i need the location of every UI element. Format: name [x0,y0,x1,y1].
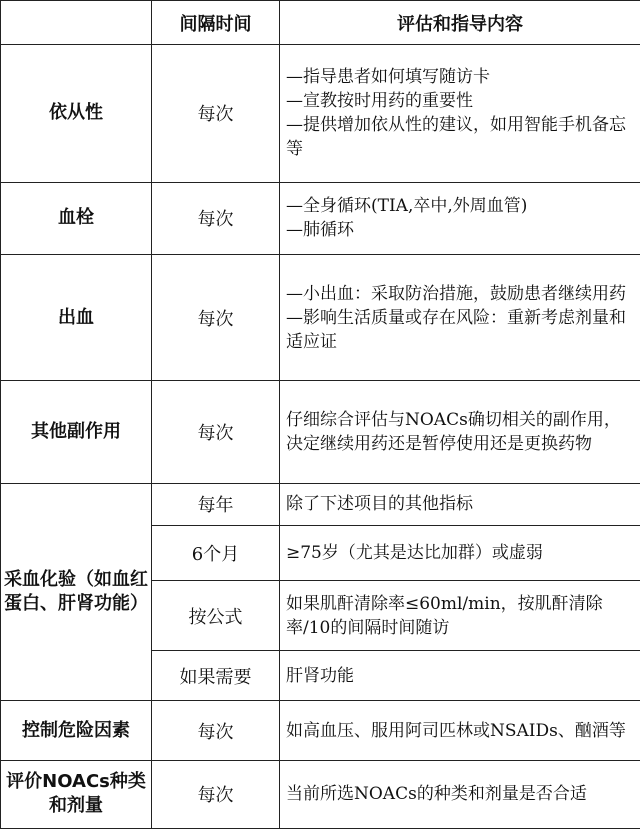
content-cell [280,182,640,254]
content-line: —肺循环 [286,220,354,241]
content-line: —指导患者如何填写随访卡 [286,67,490,88]
table-row [1,182,640,254]
interval-cell: 每次 [152,701,280,760]
header-content: 评估和指导内容 [280,1,640,45]
content-line: 当前所选NOACs的种类和剂量是否合适 [286,784,587,805]
category-cell: 其他副作用 [1,381,152,483]
category-cell: 控制危险因素 [1,701,152,760]
category-cell: 采血化验（如血红蛋白、肝肾功能） [1,483,152,701]
header-interval: 间隔时间 [152,1,280,45]
content-cell: 除了下述项目的其他指标 [280,483,640,525]
content-line: —小出血：采取防治措施，鼓励患者继续用药 [286,283,626,304]
content-line: 仔细综合评估与NOACs确切相关的副作用，决定继续用药还是暂停使用还是更换药物 [286,410,621,455]
interval-cell: 如果需要 [152,651,280,701]
table-row [1,254,640,380]
interval-cell: 6个月 [152,525,280,580]
content-cell: 如果肌酐清除率≤60ml/min，按肌酐清除率/10的间隔时间随访 [280,581,640,651]
content-cell [280,381,640,483]
category-cell: 评价NOACs种类和剂量 [1,760,152,828]
table-header-row [1,1,640,45]
category-cell: 出血 [1,254,152,380]
content-cell [280,701,640,760]
table-row [1,381,640,483]
table-row [1,45,640,182]
content-cell: ≥75岁（尤其是达比加群）或虚弱 [280,525,640,580]
header-category [1,1,152,45]
table-row [1,701,640,760]
interval-cell: 每次 [152,760,280,828]
interval-cell: 每次 [152,254,280,380]
content-line: —全身循环(TIA,卒中,外周血管) [286,196,528,217]
table-row [1,483,640,525]
category-cell: 血栓 [1,182,152,254]
interval-cell: 按公式 [152,581,280,651]
table-row [1,760,640,828]
interval-cell: 每次 [152,182,280,254]
content-line: —提供增加依从性的建议，如用智能手机备忘等 [286,115,626,160]
interval-cell: 每年 [152,483,280,525]
content-cell: 肝肾功能 [280,651,640,701]
category-cell: 依从性 [1,45,152,182]
content-line: 如高血压、服用阿司匹林或NSAIDs、酗酒等 [286,720,626,741]
content-cell [280,45,640,182]
interval-cell: 每次 [152,381,280,483]
interval-cell: 每次 [152,45,280,182]
content-cell [280,760,640,828]
content-line: —影响生活质量或存在风险：重新考虑剂量和适应证 [286,307,626,352]
content-line: —宣教按时用药的重要性 [286,91,473,112]
content-cell [280,254,640,380]
